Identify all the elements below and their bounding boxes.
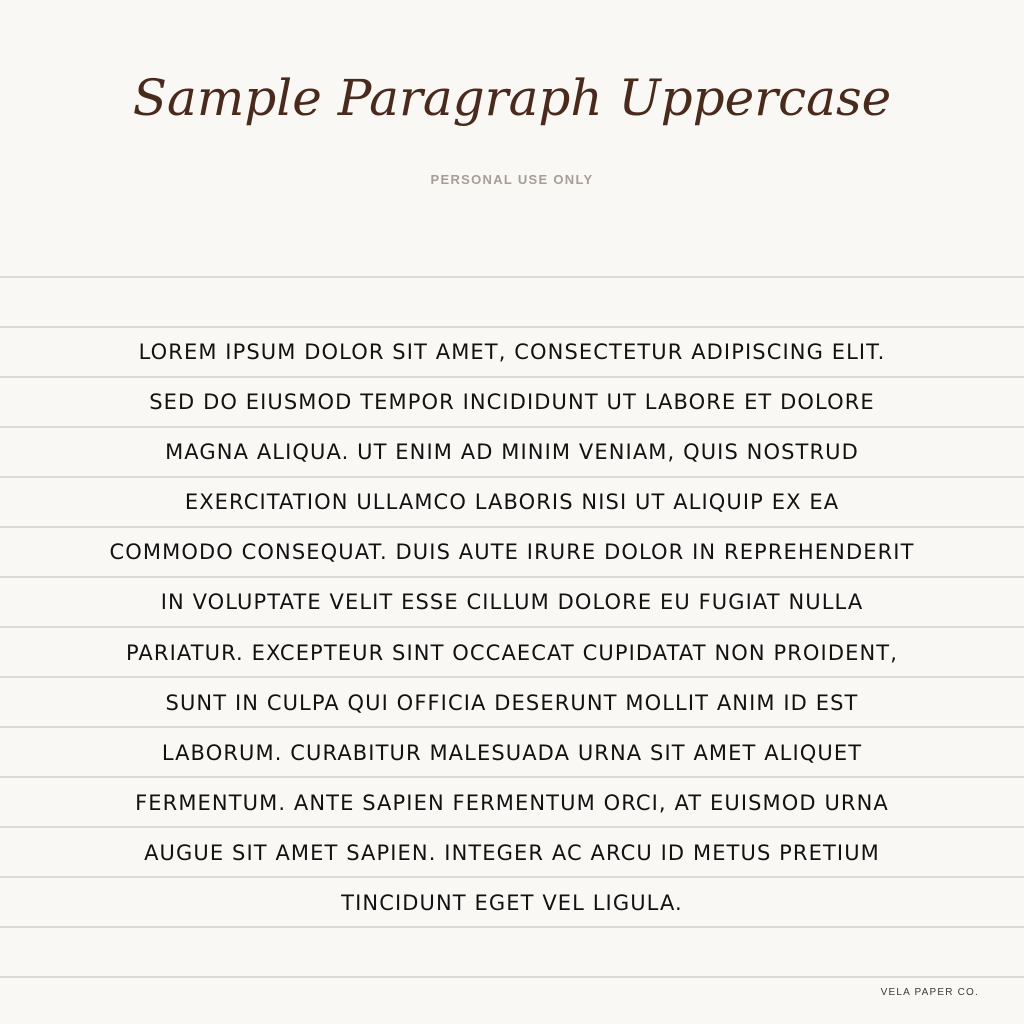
paragraph-line: FERMENTUM. ANTE SAPIEN FERMENTUM ORCI, AT EUISMOD URNA bbox=[135, 790, 889, 815]
paragraph-line: LOREM IPSUM DOLOR SIT AMET, CONSECTETUR ADIPISCING ELIT. bbox=[138, 340, 886, 364]
brand-label: VELA PAPER CO. bbox=[880, 987, 979, 998]
paragraph-line: SUNT IN CULPA QUI OFFICIA DESERUNT MOLLIT ANIM ID EST bbox=[165, 690, 859, 715]
page-title: Sample Paragraph Uppercase bbox=[132, 69, 892, 127]
paragraph-line: SED DO EIUSMOD TEMPOR INCIDIDUNT UT LABORE ET DOLORE bbox=[149, 390, 875, 415]
rule-line bbox=[0, 276, 1024, 278]
paragraph-line: LABORUM. CURABITUR MALESUADA URNA SIT AMET ALIQUET bbox=[161, 740, 863, 765]
rule-line bbox=[0, 976, 1024, 978]
paragraph-line: PARIATUR. EXCEPTEUR SINT OCCAECAT CUPIDATAT NON PROIDENT, bbox=[126, 640, 898, 665]
paragraph-line: TINCIDUNT EGET VEL LIGULA. bbox=[341, 891, 683, 916]
paragraph-line: MAGNA ALIQUA. UT ENIM AD MINIM VENIAM, QUIS NOSTRUD bbox=[165, 440, 859, 465]
paragraph-line: IN VOLUPTATE VELIT ESSE CILLUM DOLORE EU FUGIAT NULLA bbox=[160, 590, 864, 615]
paragraph-line: COMMODO CONSEQUAT. DUIS AUTE IRURE DOLOR IN REPREHENDERIT bbox=[109, 540, 915, 565]
page-subtitle: PERSONAL USE ONLY bbox=[430, 172, 594, 187]
paragraph-line: AUGUE SIT AMET SAPIEN. INTEGER AC ARCU ID METUS PRETIUM bbox=[144, 840, 880, 865]
sample-paragraph bbox=[0, 326, 1024, 927]
paragraph-line: EXERCITATION ULLAMCO LABORIS NISI UT ALIQUIP EX EA bbox=[184, 490, 840, 515]
